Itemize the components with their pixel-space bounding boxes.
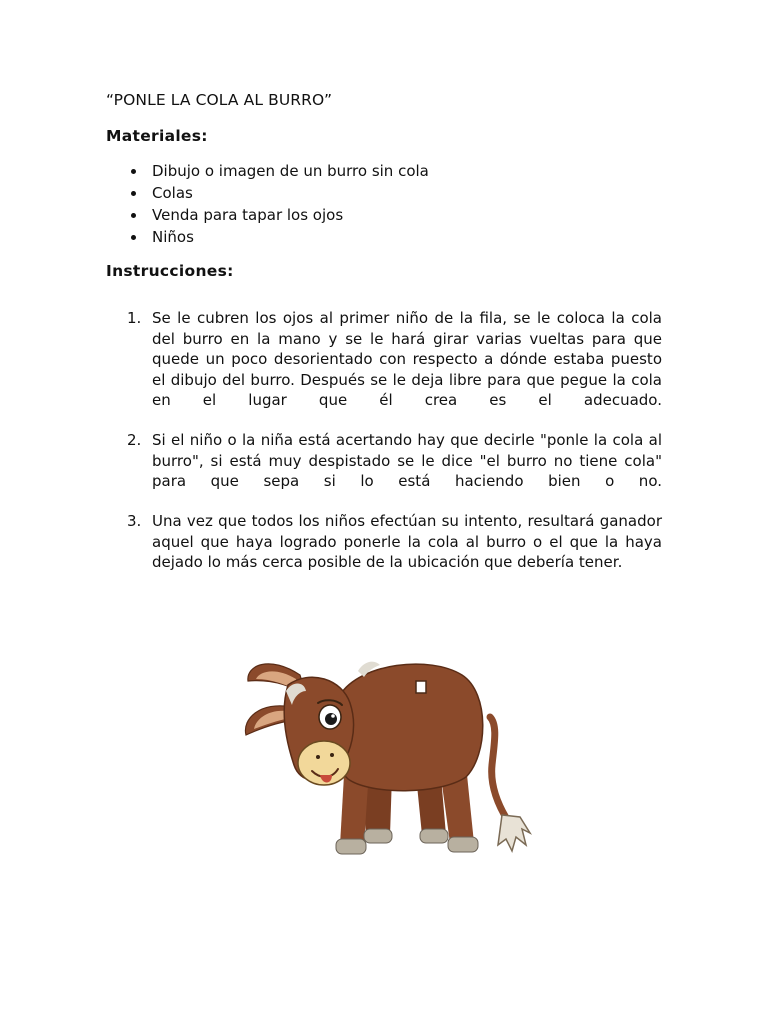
step-text: Se le cubren los ojos al primer niño de la fila, se le coloca la cola del burro en la mano y se le hará girar varias vueltas para que quede un poco desorientado con respecto a dónde estaba puesto el dibujo del burro. Después se le deja libre para que pegue la cola en el lugar que él crea es el adecuado. [152,309,662,409]
instruction-step [106,430,662,492]
materials-list [106,160,429,248]
donkey-illustration [240,645,540,860]
step-number: 1. [127,309,142,327]
step-number: 2. [127,431,142,449]
instructions-list [106,308,662,573]
instruction-step [106,511,662,573]
step-text: Una vez que todos los niños efectúan su intento, resultará ganador aquel que haya logrado ponerle la cola al burro o el que la haya dejado lo más cerca posible de la ubicación que debería tener. [152,512,662,571]
donkey-tail [490,717,530,851]
step-number: 3. [127,512,142,530]
bullet-icon [131,213,136,218]
page-title: “PONLE LA COLA AL BURRO” [106,91,333,109]
materials-heading: Materiales: [106,127,208,145]
list-item [106,204,429,226]
instructions-heading: Instrucciones: [106,262,234,280]
list-item [106,182,429,204]
step-text: Si el niño o la niña está acertando hay que decirle "ponle la cola al burro", si está muy despistado se le dice "el burro no tiene cola" para que sepa si lo está haciendo bien o no. [152,431,662,490]
material-label: Niños [152,228,194,246]
bullet-icon [131,169,136,174]
bullet-icon [131,191,136,196]
material-label: Colas [152,184,193,202]
bullet-icon [131,235,136,240]
material-label: Dibujo o imagen de un burro sin cola [152,162,429,180]
instruction-step [106,308,662,410]
material-label: Venda para tapar los ojos [152,206,344,224]
list-item [106,226,429,248]
list-item [106,160,429,182]
